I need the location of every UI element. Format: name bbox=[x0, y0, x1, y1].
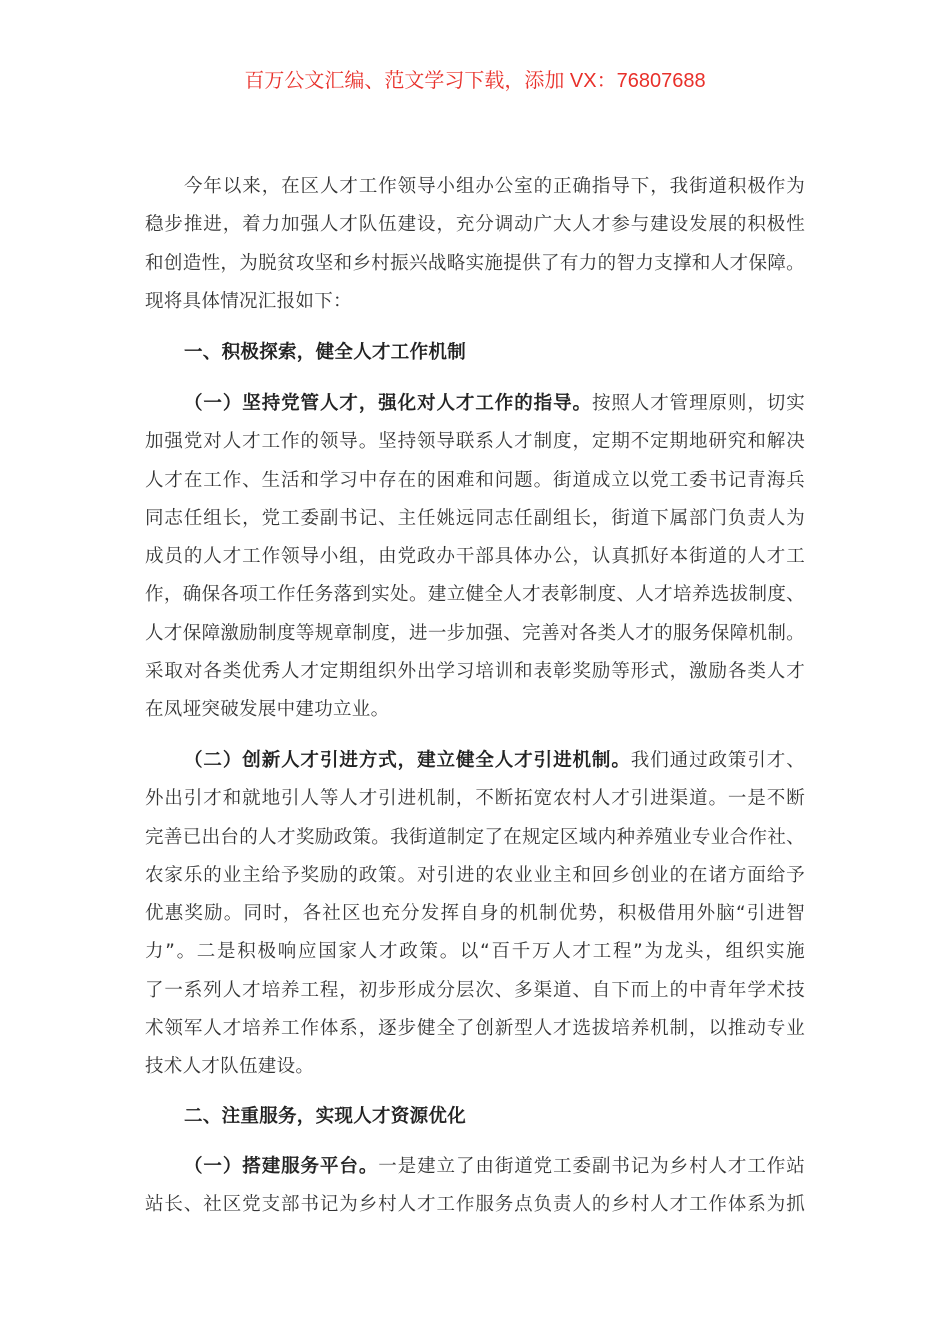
section-heading bbox=[145, 334, 805, 372]
text-line: 和创造性，为脱贫攻坚和乡村振兴战略实施提供了有力的智力支撑和人才保障。 bbox=[145, 252, 805, 274]
text-line bbox=[145, 385, 805, 423]
text-line: 站长、社区党支部书记为乡村人才工作服务点负责人的乡村人才工作体系为抓 bbox=[145, 1194, 805, 1216]
paragraph-lead: （一）坚持党管人才，强化对人才工作的指导。 bbox=[184, 393, 592, 414]
text-line: 现将具体情况汇报如下： bbox=[145, 290, 352, 312]
paragraph-lead: （二）创新人才引进方式，建立健全人才引进机制。 bbox=[184, 750, 631, 771]
text-line: 外出引才和就地引人等人才引进机制，不断拓宽农村人才引进渠道。一是不断 bbox=[145, 788, 805, 810]
text-line bbox=[145, 1148, 805, 1186]
text-line: 采取对各类优秀人才定期组织外出学习培训和表彰奖励等形式，激励各类人才 bbox=[145, 661, 805, 683]
text-line: 加强党对人才工作的领导。坚持领导联系人才制度，定期不定期地研究和解决 bbox=[145, 431, 805, 453]
text-line: 人才保障激励制度等规章制度，进一步加强、完善对各类人才的服务保障机制。 bbox=[145, 622, 805, 644]
paragraph-text: 按照人才管理原则，切实 bbox=[591, 393, 805, 414]
text-line: 稳步推进，着力加强人才队伍建设，充分调动广大人才参与建设发展的积极性 bbox=[145, 214, 805, 236]
watermark-banner: 百万公文汇编、范文学习下载，添加 VX：76807688 bbox=[244, 70, 706, 92]
text-line bbox=[145, 742, 805, 780]
paragraph bbox=[145, 168, 805, 321]
heading-text: 一、积极探索，健全人才工作机制 bbox=[184, 342, 467, 363]
paragraph-text: 一是建立了由街道党工委副书记为乡村人才工作站 bbox=[378, 1156, 805, 1177]
section-heading bbox=[145, 1098, 805, 1136]
text-line: 成员的人才工作领导小组，由党政办干部具体办公，认真抓好本街道的人才工 bbox=[145, 546, 805, 568]
text-line: 农家乐的业主给予奖励的政策。对引进的农业业主和回乡创业的在诸方面给予 bbox=[145, 864, 805, 886]
text-line: 了一系列人才培养工程，初步形成分层次、多渠道、自下而上的中青年学术技 bbox=[145, 979, 805, 1001]
paragraph bbox=[145, 1148, 805, 1225]
text-line: 完善已出台的人才奖励政策。我街道制定了在规定区域内种养殖业专业合作社、 bbox=[145, 826, 805, 848]
text-line: 今年以来，在区人才工作领导小组办公室的正确指导下，我街道积极作为 bbox=[184, 176, 805, 197]
paragraph bbox=[145, 385, 805, 730]
heading-text: 二、注重服务，实现人才资源优化 bbox=[184, 1106, 467, 1127]
text-line: 术领军人才培养工作体系，逐步健全了创新型人才选拔培养机制，以推动专业 bbox=[145, 1018, 805, 1040]
text-line: 优惠奖励。同时，各社区也充分发挥自身的机制优势，积极借用外脑“引进智 bbox=[145, 903, 805, 925]
paragraph-lead: （一）搭建服务平台。 bbox=[184, 1156, 379, 1177]
text-line: 技术人才队伍建设。 bbox=[145, 1056, 315, 1078]
text-line: 在凤垭突破发展中建功立业。 bbox=[145, 699, 390, 721]
paragraph bbox=[145, 742, 805, 1087]
paragraph-text: 我们通过政策引才、 bbox=[630, 750, 806, 771]
text-line: 作，确保各项工作任务落到实处。建立健全人才表彰制度、人才培养选拔制度、 bbox=[145, 584, 805, 606]
text-line: 人才在工作、生活和学习中存在的困难和问题。街道成立以党工委书记青海兵 bbox=[145, 469, 805, 491]
text-line: 力”。二是积极响应国家人才政策。以“百千万人才工程”为龙头，组织实施 bbox=[145, 941, 805, 963]
text-line: 同志任组长，党工委副书记、主任姚远同志任副组长，街道下属部门负责人为 bbox=[145, 507, 805, 529]
